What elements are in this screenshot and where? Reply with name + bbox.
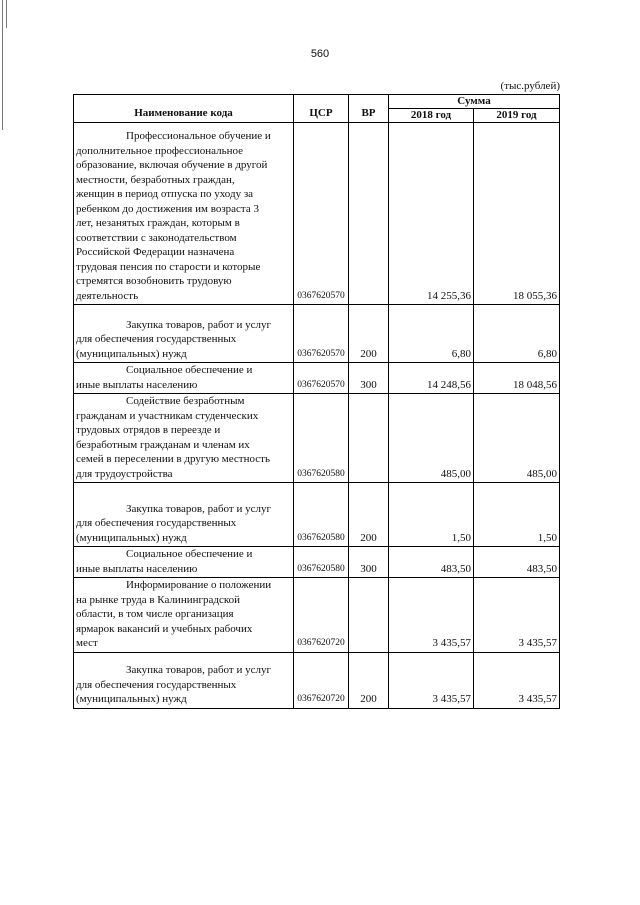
row-name-line: образование, включая обучение в другой xyxy=(76,159,268,171)
budget-table xyxy=(73,94,560,709)
row-vr xyxy=(349,578,389,653)
row-name-line: Российской Федерации назначена xyxy=(76,246,235,258)
table-row xyxy=(74,483,560,547)
row-name-line: иные выплаты населению xyxy=(76,378,198,391)
row-amount-2019: 1,50 xyxy=(474,483,560,547)
row-vr: 200 xyxy=(349,483,389,547)
row-name-line: семей в переселении в другую местность xyxy=(76,453,270,465)
row-name-line: для обеспечения государственных xyxy=(76,678,237,691)
table-body xyxy=(74,123,560,709)
row-name-line: (муниципальных) нужд xyxy=(76,693,187,705)
row-csr: 0367620580 xyxy=(294,394,349,483)
row-name xyxy=(74,547,294,578)
row-amount-2018: 1,50 xyxy=(389,483,474,547)
row-name-line: (муниципальных) нужд xyxy=(76,347,187,360)
row-amount-2018: 3 435,57 xyxy=(389,652,474,708)
scan-edge-mark xyxy=(2,0,3,130)
row-name-line: Закупка товаров, работ и услуг xyxy=(126,502,271,515)
row-csr: 0367620580 xyxy=(294,483,349,547)
row-name xyxy=(74,578,294,653)
row-name-line: Закупка товаров, работ и услуг xyxy=(126,318,271,331)
row-name-line: Социальное обеспечение и xyxy=(126,548,253,560)
row-amount-2018: 3 435,57 xyxy=(389,578,474,653)
table-row xyxy=(74,394,560,483)
row-vr: 200 xyxy=(349,652,389,708)
units-note: (тыс.рублей) xyxy=(500,80,560,92)
row-name-line: соответствии с законодательством xyxy=(76,231,237,244)
table-row xyxy=(74,305,560,363)
row-amount-2018: 14 248,56 xyxy=(389,363,474,394)
row-name xyxy=(74,123,294,305)
table-row xyxy=(74,363,560,394)
header-vr: ВР xyxy=(349,95,389,123)
row-name-line: области, в том числе организация xyxy=(76,608,234,620)
row-name-line: Содействие безработным xyxy=(126,395,245,407)
row-name xyxy=(74,394,294,483)
row-name-line: мест xyxy=(76,637,98,649)
row-csr: 0367620570 xyxy=(294,305,349,363)
row-name-line: для обеспечения государственных xyxy=(76,517,237,529)
row-name-line: для обеспечения государственных xyxy=(76,333,237,345)
row-name-line: иные выплаты населению xyxy=(76,562,198,575)
row-csr: 0367620720 xyxy=(294,652,349,708)
row-name-line: дополнительное профессиональное xyxy=(76,144,244,157)
row-name-line: (муниципальных) нужд xyxy=(76,531,187,544)
row-name-line: ярмарок вакансий и учебных рабочих xyxy=(76,622,253,635)
row-amount-2018: 6,80 xyxy=(389,305,474,363)
row-vr xyxy=(349,394,389,483)
scan-edge-mark xyxy=(6,0,7,28)
table-row xyxy=(74,547,560,578)
row-name xyxy=(74,652,294,708)
row-amount-2019: 18 055,36 xyxy=(474,123,560,305)
table-row xyxy=(74,652,560,708)
row-name-line: Социальное обеспечение и xyxy=(126,364,253,376)
row-name-line: Закупка товаров, работ и услуг xyxy=(126,664,271,676)
row-name-line: женщин в период отпуска по уходу за xyxy=(76,188,254,200)
row-name xyxy=(74,305,294,363)
row-name-line: для трудоустройства xyxy=(76,467,173,480)
row-amount-2019: 6,80 xyxy=(474,305,560,363)
row-amount-2018: 485,00 xyxy=(389,394,474,483)
header-csr: ЦСР xyxy=(294,95,349,123)
row-name-line: стремятся возобновить трудовую xyxy=(76,275,232,287)
row-vr: 200 xyxy=(349,305,389,363)
row-name-line: безработным гражданам и членам их xyxy=(76,438,250,451)
row-amount-2018: 14 255,36 xyxy=(389,123,474,305)
row-csr: 0367620720 xyxy=(294,578,349,653)
table-row xyxy=(74,123,560,305)
row-vr: 300 xyxy=(349,363,389,394)
header-2018: 2018 год xyxy=(389,109,474,123)
row-name-line: гражданам и участникам студенческих xyxy=(76,409,259,422)
header-name: Наименование кода xyxy=(74,95,294,123)
row-amount-2019: 3 435,57 xyxy=(474,578,560,653)
row-amount-2019: 18 048,56 xyxy=(474,363,560,394)
row-name-line: лет, незанятых граждан, которым в xyxy=(76,217,240,229)
row-csr: 0367620570 xyxy=(294,123,349,305)
row-name-line: Информирование о положении xyxy=(126,579,272,591)
row-name xyxy=(74,363,294,394)
row-amount-2019: 3 435,57 xyxy=(474,652,560,708)
table-row xyxy=(74,578,560,653)
row-name-line: деятельность xyxy=(76,289,139,302)
row-amount-2019: 485,00 xyxy=(474,394,560,483)
row-name-line: ребенком до достижения им возраста 3 xyxy=(76,202,260,215)
header-sum: Сумма xyxy=(389,95,560,109)
row-name xyxy=(74,483,294,547)
page-number: 560 xyxy=(310,48,330,60)
row-vr xyxy=(349,123,389,305)
row-name-line: трудовых отрядов в переезде и xyxy=(76,424,221,436)
row-amount-2018: 483,50 xyxy=(389,547,474,578)
row-csr: 0367620570 xyxy=(294,363,349,394)
row-vr: 300 xyxy=(349,547,389,578)
row-name-line: на рынке труда в Калининградской xyxy=(76,593,241,606)
row-amount-2019: 483,50 xyxy=(474,547,560,578)
row-name-line: местности, безработных граждан, xyxy=(76,173,235,186)
row-csr: 0367620580 xyxy=(294,547,349,578)
row-name-line: трудовая пенсия по старости и которые xyxy=(76,260,261,273)
row-name-line: Профессиональное обучение и xyxy=(126,130,271,142)
header-2019: 2019 год xyxy=(474,109,560,123)
